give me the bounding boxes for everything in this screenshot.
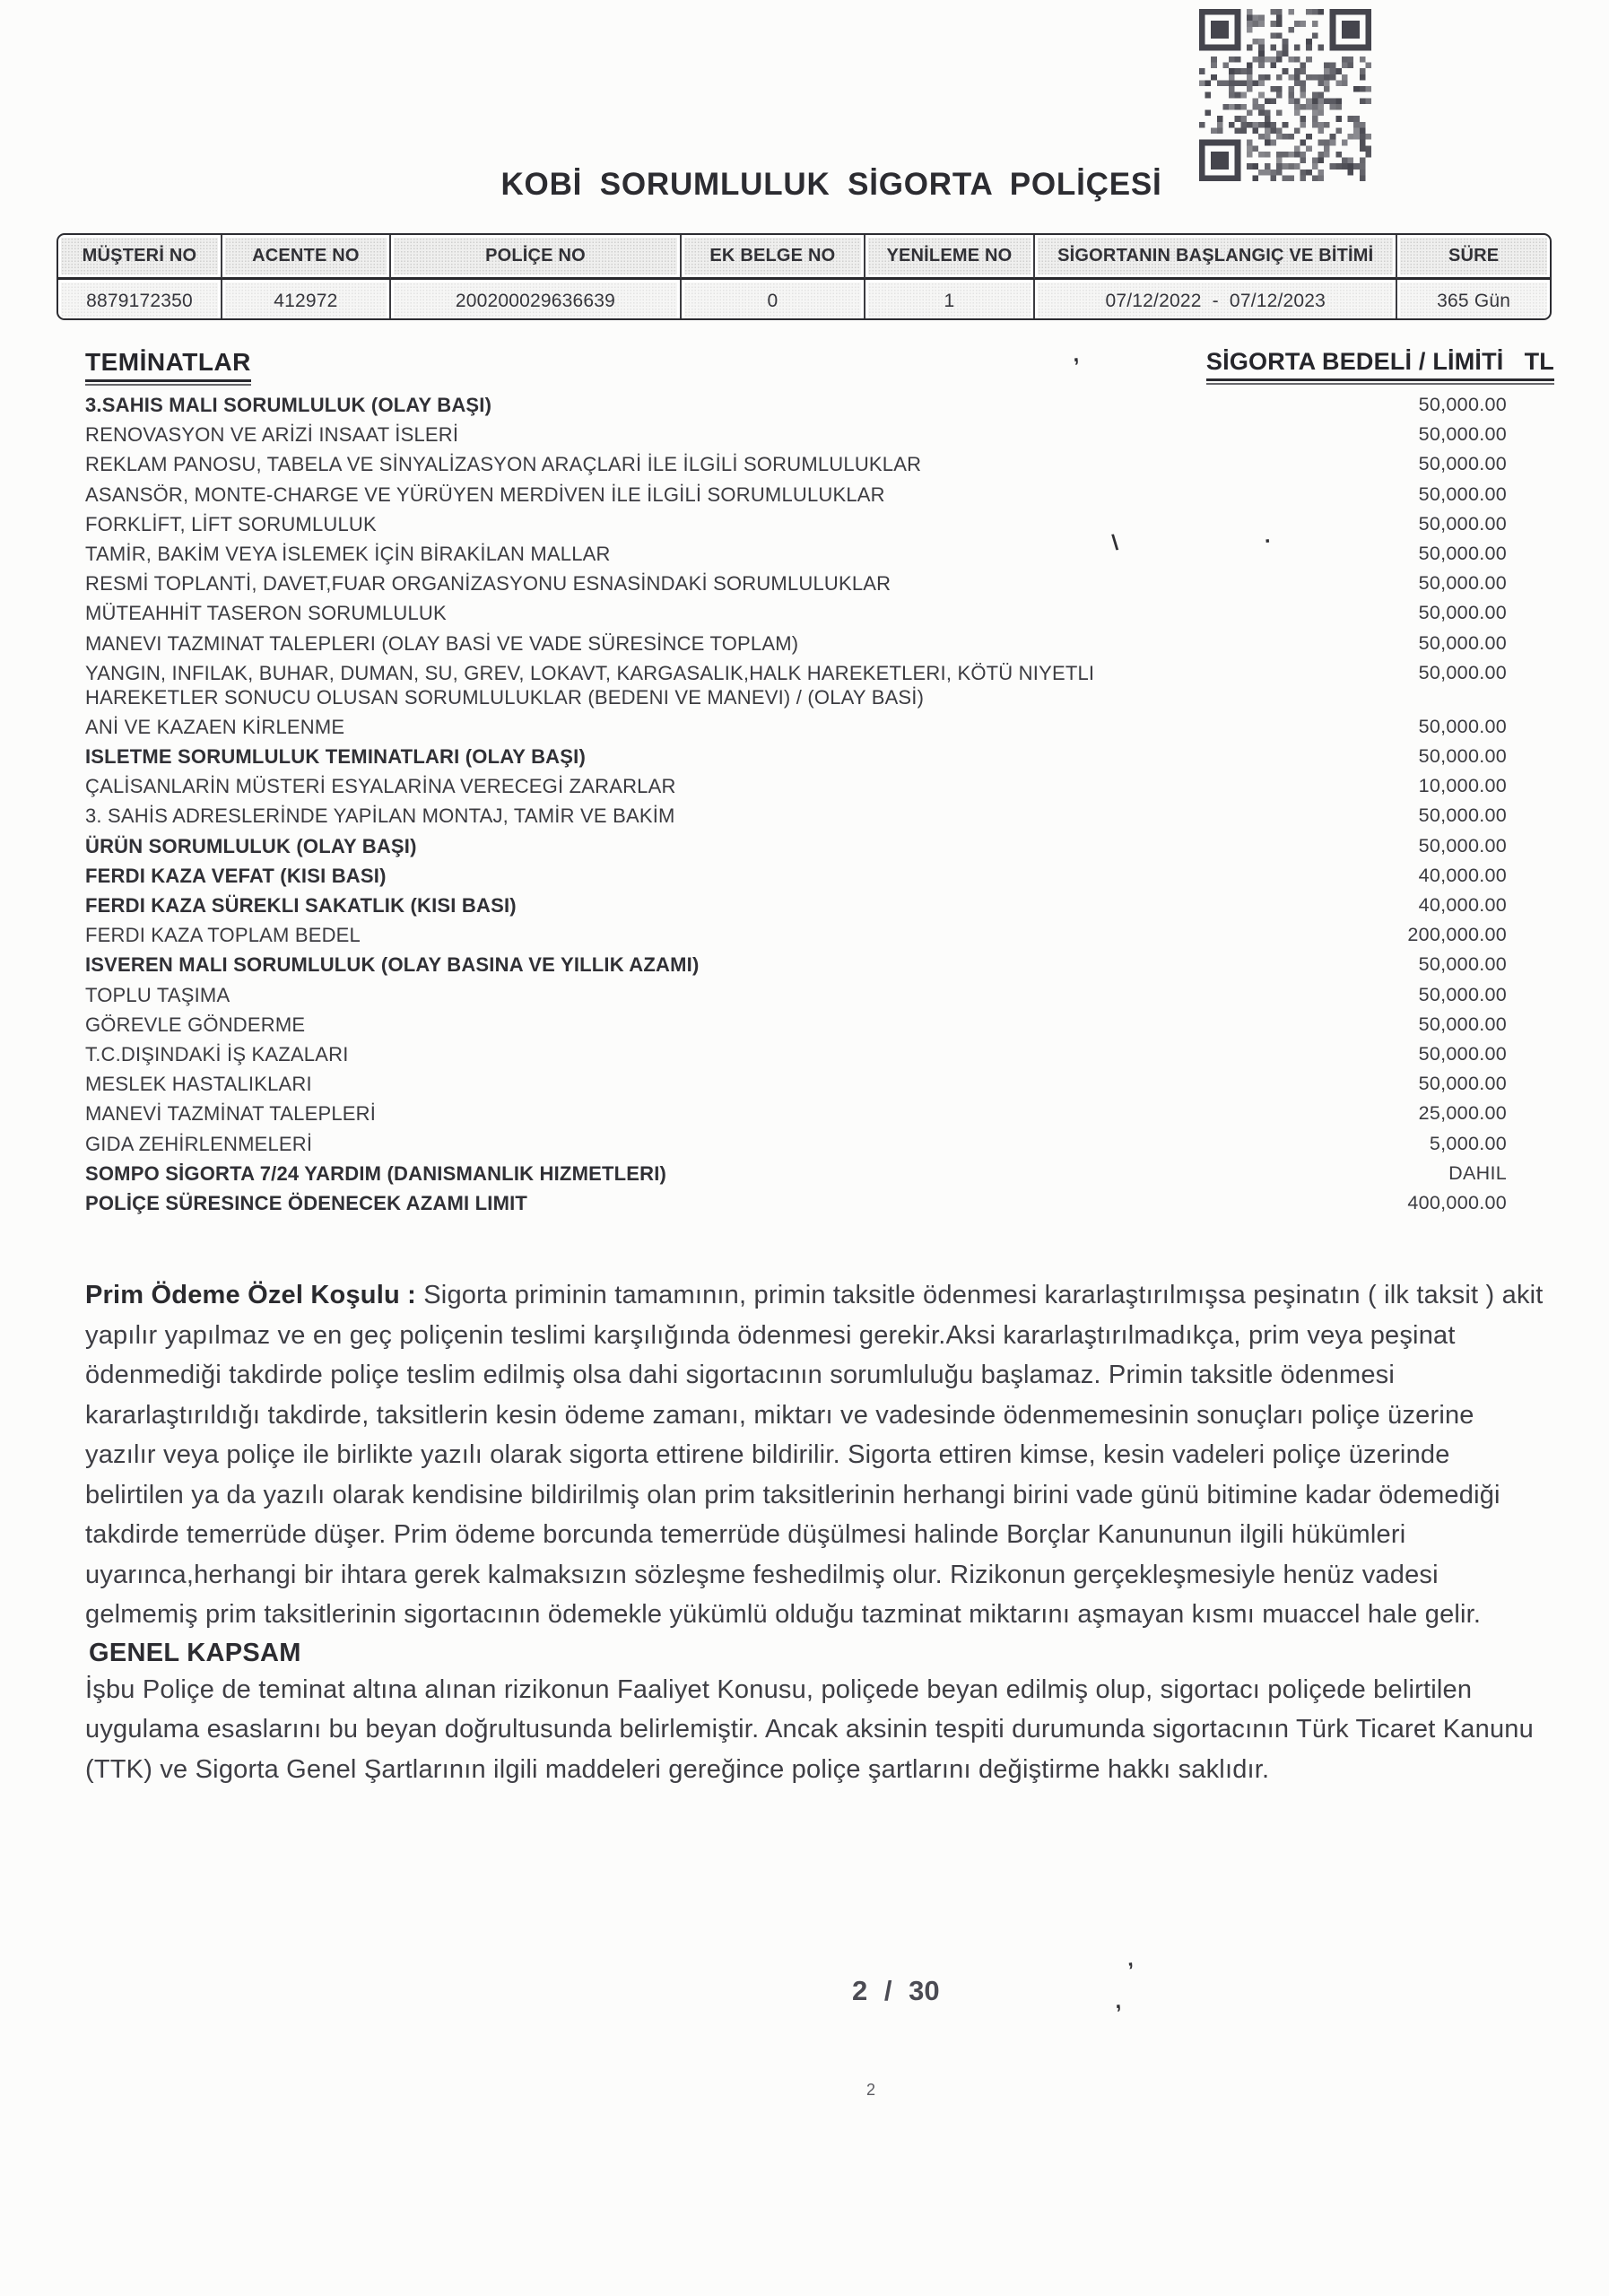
footer-page-number: 2 bbox=[866, 2081, 876, 2099]
coverage-row bbox=[85, 631, 1507, 656]
coverage-amount: DAHIL bbox=[1448, 1161, 1507, 1184]
coverage-label: MANEVI TAZMINAT TALEPLERI (OLAY BASİ VE VADE SÜRESİNCE TOPLAM) bbox=[85, 631, 799, 655]
policy-header-cell: ACENTE NO bbox=[222, 235, 391, 280]
coverage-row bbox=[85, 393, 1507, 417]
coverage-label: TAMİR, BAKİM VEYA İSLEMEK İÇİN BİRAKİLAN MALLAR bbox=[85, 542, 611, 565]
coverage-label: SOMPO SİGORTA 7/24 YARDIM (DANISMANLIK HIZMETLERI) bbox=[85, 1161, 667, 1185]
page-title: KOBİ SORUMLULUK SİGORTA POLİÇESİ bbox=[500, 167, 1162, 202]
policy-header-cell: POLİÇE NO bbox=[391, 235, 682, 280]
coverage-amount: 5,000.00 bbox=[1429, 1132, 1507, 1154]
coverage-row bbox=[85, 774, 1507, 798]
coverage-label: T.C.DIŞINDAKİ İŞ KAZALARI bbox=[85, 1042, 349, 1065]
policy-header-cell: SİGORTANIN BAŞLANGIÇ VE BİTİMİ bbox=[1035, 235, 1397, 280]
coverage-amount: 50,000.00 bbox=[1418, 572, 1507, 595]
policy-header-cell: EK BELGE NO bbox=[682, 235, 865, 280]
coverage-amount: 40,000.00 bbox=[1418, 894, 1507, 916]
coverage-amount: 50,000.00 bbox=[1418, 394, 1507, 415]
coverage-row bbox=[85, 661, 1507, 709]
coverage-label: RESMİ TOPLANTİ, DAVET,FUAR ORGANİZASYONU ESNASİNDAKİ SORUMLULUKLAR bbox=[85, 572, 891, 596]
coverage-label: YANGIN, INFILAK, BUHAR, DUMAN, SU, GREV, LOKAVT, KARGASALIK,HALK HAREKETLERI, KÖTÜ NIYETLI HAREKETLER SONUCU OLUSAN SORUMLULUKLAR (BEDENI VE MANEVI) / (OLAY BASİ) bbox=[85, 661, 1095, 709]
coverage-label: FERDI KAZA TOPLAM BEDEL bbox=[85, 924, 361, 947]
body-text-block bbox=[85, 1275, 1549, 1789]
policy-header-cell: YENİLEME NO bbox=[865, 235, 1036, 280]
coverage-row bbox=[85, 1013, 1507, 1037]
policy-value-cell: 0 bbox=[682, 280, 865, 320]
coverage-amount: 50,000.00 bbox=[1418, 983, 1507, 1005]
coverage-amount: 50,000.00 bbox=[1418, 1042, 1507, 1065]
scan-artifact: · bbox=[1263, 528, 1274, 554]
coverage-label: MESLEK HASTALIKLARI bbox=[85, 1073, 312, 1096]
coverage-amount: 50,000.00 bbox=[1418, 953, 1507, 976]
policy-value-cell: 365 Gün bbox=[1397, 280, 1550, 320]
coverage-row bbox=[85, 744, 1507, 769]
coverage-row bbox=[85, 1042, 1507, 1066]
coverage-row bbox=[85, 571, 1507, 596]
coverage-row bbox=[85, 542, 1507, 566]
coverage-amount: 50,000.00 bbox=[1418, 715, 1507, 737]
coverage-amount: 50,000.00 bbox=[1418, 512, 1507, 535]
coverage-row bbox=[85, 952, 1507, 977]
coverage-row bbox=[85, 864, 1507, 888]
coverage-row bbox=[85, 483, 1507, 507]
coverage-label: ÇALİSANLARİN MÜSTERİ ESYALARİNA VERECEGİ ZARARLAR bbox=[85, 775, 676, 798]
special-condition-paragraph bbox=[85, 1275, 1549, 1635]
coverage-label: FORKLİFT, LİFT SORUMLULUK bbox=[85, 512, 377, 535]
coverage-label: GÖREVLE GÖNDERME bbox=[85, 1013, 306, 1036]
coverage-row bbox=[85, 834, 1507, 858]
policy-table bbox=[57, 233, 1552, 320]
section-headings bbox=[85, 348, 1554, 382]
coverage-row bbox=[85, 983, 1507, 1007]
coverage-row bbox=[85, 804, 1507, 828]
policy-header-cell: SÜRE bbox=[1397, 235, 1550, 280]
coverage-amount: 200,000.00 bbox=[1407, 924, 1507, 946]
coverage-amount: 50,000.00 bbox=[1418, 602, 1507, 624]
coverage-row bbox=[85, 1101, 1507, 1126]
amount-heading: SİGORTA BEDELİ / LİMİTİ TL bbox=[1206, 348, 1554, 381]
policy-value-cell: 07/12/2022 - 07/12/2023 bbox=[1035, 280, 1397, 320]
coverage-label: ANİ VE KAZAEN KİRLENME bbox=[85, 715, 345, 738]
general-scope-heading: GENEL KAPSAM bbox=[89, 1638, 301, 1667]
coverage-label: 3. SAHİS ADRESLERİNDE YAPİLAN MONTAJ, TAMİR VE BAKİM bbox=[85, 804, 675, 828]
coverage-amount: 50,000.00 bbox=[1418, 1073, 1507, 1095]
coverage-label: REKLAM PANOSU, TABELA VE SİNYALİZASYON ARAÇLARİ İLE İLGİLİ SORUMLULUKLAR bbox=[85, 453, 922, 476]
policy-header-cell: MÜŞTERİ NO bbox=[58, 235, 222, 280]
policy-value-cell: 200200029636639 bbox=[391, 280, 682, 320]
policy-value-cell: 8879172350 bbox=[58, 280, 222, 320]
coverage-amount: 50,000.00 bbox=[1418, 453, 1507, 475]
coverage-row bbox=[85, 512, 1507, 536]
coverage-label: POLİÇE SÜRESINCE ÖDENECEK AZAMI LIMIT bbox=[85, 1191, 528, 1214]
coverage-label: GIDA ZEHİRLENMELERİ bbox=[85, 1132, 313, 1155]
scan-artifact: , bbox=[1113, 1988, 1123, 2014]
coverage-amount: 400,000.00 bbox=[1407, 1191, 1507, 1213]
coverage-amount: 50,000.00 bbox=[1418, 804, 1507, 827]
policy-value-cell: 1 bbox=[865, 280, 1036, 320]
coverage-label: ISLETME SORUMLULUK TEMINATLARI (OLAY BAŞI) bbox=[85, 745, 586, 769]
coverage-label: MANEVİ TAZMİNAT TALEPLERİ bbox=[85, 1102, 377, 1126]
coverage-row bbox=[85, 601, 1507, 625]
coverage-row bbox=[85, 1072, 1507, 1096]
coverage-row bbox=[85, 923, 1507, 947]
page-indicator: 2 / 30 bbox=[852, 1975, 940, 2006]
scan-artifact: \ bbox=[1110, 530, 1120, 556]
coverage-label: ASANSÖR, MONTE-CHARGE VE YÜRÜYEN MERDİVEN İLE İLGİLİ SORUMLULUKLAR bbox=[85, 483, 885, 506]
coverage-list bbox=[85, 393, 1507, 1221]
coverage-row bbox=[85, 452, 1507, 476]
coverage-label: RENOVASYON VE ARİZİ INSAAT İSLERİ bbox=[85, 423, 459, 447]
coverage-amount: 50,000.00 bbox=[1418, 542, 1507, 564]
coverage-row bbox=[85, 1161, 1507, 1186]
coverage-amount: 50,000.00 bbox=[1418, 423, 1507, 446]
scan-artifact: ’ bbox=[1126, 1958, 1136, 1984]
coverage-label: MÜTEAHHİT TASERON SORUMLULUK bbox=[85, 602, 447, 625]
special-condition-lead: Prim Ödeme Özel Koşulu : bbox=[85, 1281, 416, 1309]
coverage-amount: 50,000.00 bbox=[1418, 661, 1507, 683]
policy-value-cell: 412972 bbox=[222, 280, 391, 320]
coverage-amount: 40,000.00 bbox=[1418, 864, 1507, 886]
coverage-label: ÜRÜN SORUMLULUK (OLAY BAŞI) bbox=[85, 834, 417, 857]
coverage-label: ISVEREN MALI SORUMLULUK (OLAY BASINA VE YILLIK AZAMI) bbox=[85, 953, 700, 977]
coverage-amount: 50,000.00 bbox=[1418, 483, 1507, 505]
coverage-amount: 50,000.00 bbox=[1418, 631, 1507, 654]
scan-artifact: , bbox=[1071, 342, 1081, 368]
coverage-label: FERDI KAZA VEFAT (KISI BASI) bbox=[85, 864, 387, 887]
coverage-row bbox=[85, 715, 1507, 739]
general-scope-paragraph: İşbu Poliçe de teminat altına alınan rizikonun Faaliyet Konusu, poliçede beyan edilmiş olup, sigortacı poliçede belirtilen uygulama esaslarını bu beyan doğrultusunda belirlemiştir. Ancak aksinin tespiti durumunda sigortacının Türk Ticaret Kanunu (TTK) ve Sigorta Genel Şartlarının ilgili maddeleri gereğince poliçe şartlarını değiştirme hakkı saklıdır. bbox=[85, 1674, 1534, 1784]
qr-code bbox=[1199, 7, 1371, 183]
coverage-row bbox=[85, 422, 1507, 447]
coverage-amount: 50,000.00 bbox=[1418, 745, 1507, 768]
coverage-amount: 25,000.00 bbox=[1418, 1102, 1507, 1125]
coverage-amount: 10,000.00 bbox=[1418, 775, 1507, 797]
coverage-amount: 50,000.00 bbox=[1418, 834, 1507, 857]
coverage-row bbox=[85, 893, 1507, 918]
coverage-row bbox=[85, 1191, 1507, 1215]
special-condition-body: Sigorta priminin tamamının, primin taksitle ödenmesi kararlaştırılmışsa peşinatın ( ilk taksit ) akit yapılır yapılmaz ve en geç poliçenin teslimi karşılığında ödenmesi gerekir.Aksi kararlaştırılmadıkça, prim veya peşinat ödenmediği takdirde poliçe teslim edilmiş olsa dahi sigortacının sorumluluğu başlamaz. Primin taksitle ödenmesi kararlaştırıldığı takdirde, taksitlerin kesin ödeme zamanı, miktarı ve vadesinde ödenmemesinin sonuçları poliçe üzerine yazılır veya poliçe ile birlikte yazılı olarak sigorta ettirene bildirilir. Sigorta ettiren kimse, kesin vadeleri poliçe üzerinde belirtilen ya da yazılı olarak kendisine bildirilmiş olan prim taksitlerinin herhangi birini vade günü bitimine kadar ödemediği takdirde temerrüde düşer. Prim ödeme borcunda temerrüde düşülmesi halinde Borçlar Kanununun ilgili hükümleri uyarınca,herhangi bir ihtara gerek kalmaksızın sözleşme feshedilmiş olur. Rizikonun gerçekleşmesiyle henüz vadesi gelmemiş prim taksitlerinin sigortacının ödemekle yükümlü olduğu tazminat miktarını aşmayan kısmı muaccel hale gelir. bbox=[85, 1281, 1544, 1629]
coverage-label: TOPLU TAŞIMA bbox=[85, 983, 230, 1006]
coverages-heading: TEMİNATLAR bbox=[85, 348, 251, 382]
coverage-label: FERDI KAZA SÜREKLI SAKATLIK (KISI BASI) bbox=[85, 894, 517, 917]
coverage-amount: 50,000.00 bbox=[1418, 1013, 1507, 1035]
coverage-label: 3.SAHIS MALI SORUMLULUK (OLAY BAŞI) bbox=[85, 394, 492, 416]
coverage-row bbox=[85, 1132, 1507, 1156]
